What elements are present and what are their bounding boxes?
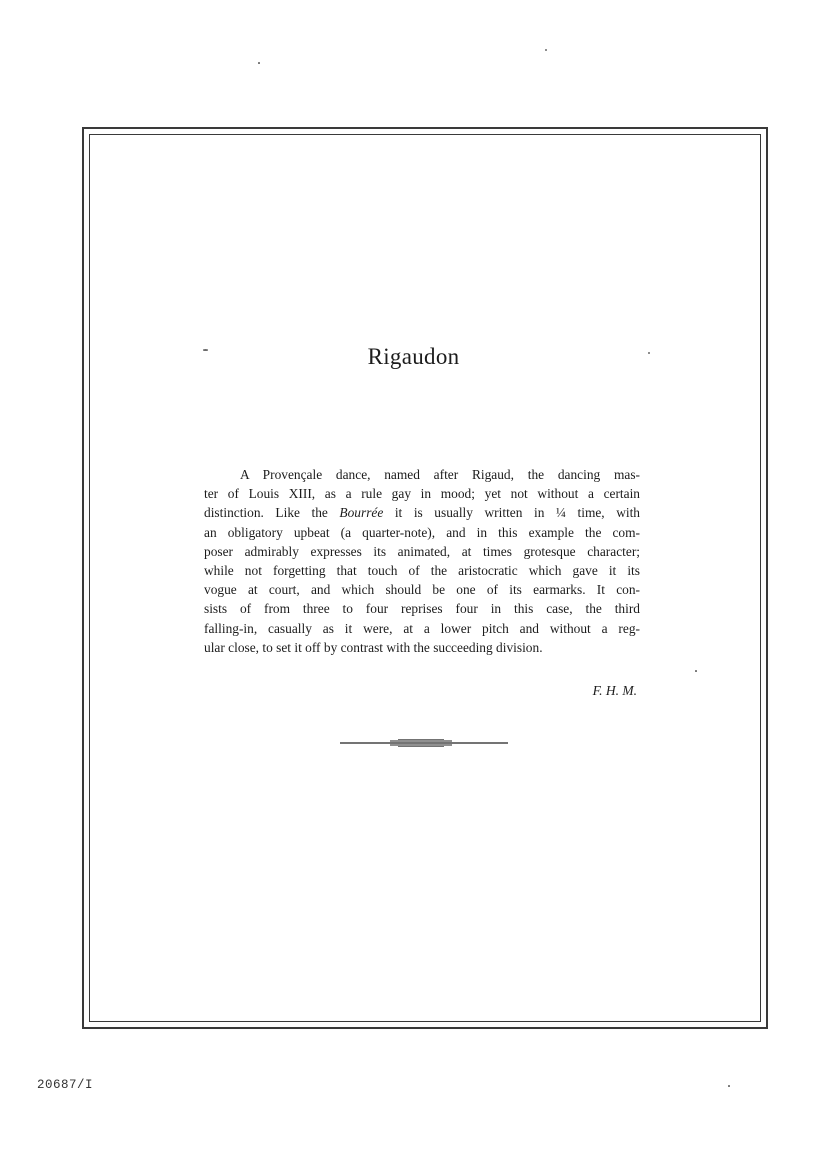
paragraph-line-text: it is usually written in ¼ time, with	[383, 505, 640, 521]
bourree-emphasis: Bourrée	[339, 505, 384, 521]
paragraph-line: poser admirably expresses its animated, at times grotesque character;	[204, 543, 640, 559]
paragraph-line: sists of from three to four reprises four in this case, the third	[204, 601, 640, 617]
paragraph-line: ular close, to set it off by contrast with the succeeding division.	[204, 639, 543, 655]
paragraph-line: vogue at court, and which should be one of its earmarks. It con-	[204, 582, 640, 598]
paragraph-line: ter of Louis XIII, as a rule gay in mood; yet not without a certain	[204, 486, 640, 502]
ornamental-divider	[340, 738, 508, 748]
paragraph-line: A Provençale dance, named after Rigaud, the dancing mas-	[240, 467, 640, 482]
description-paragraph	[204, 465, 640, 657]
paragraph-line: falling-in, casually as it were, at a lower pitch and without a reg-	[204, 620, 640, 636]
paper-speck	[695, 670, 697, 672]
paper-speck	[203, 349, 208, 351]
author-signature: F. H. M.	[592, 683, 637, 698]
paragraph-line	[204, 503, 640, 522]
paragraph-line: while not forgetting that touch of the aristocratic which gave it its	[204, 563, 640, 579]
paper-speck	[258, 62, 260, 64]
plate-number: 20687/I	[37, 1078, 94, 1092]
paper-speck	[728, 1085, 730, 1087]
paragraph-line-text: distinction. Like the	[204, 505, 340, 521]
paragraph-line: an obligatory upbeat (a quarter-note), and in this example the com-	[204, 524, 640, 540]
paper-speck	[545, 49, 547, 51]
paper-speck	[648, 352, 650, 354]
page-title: Rigaudon	[367, 344, 460, 369]
